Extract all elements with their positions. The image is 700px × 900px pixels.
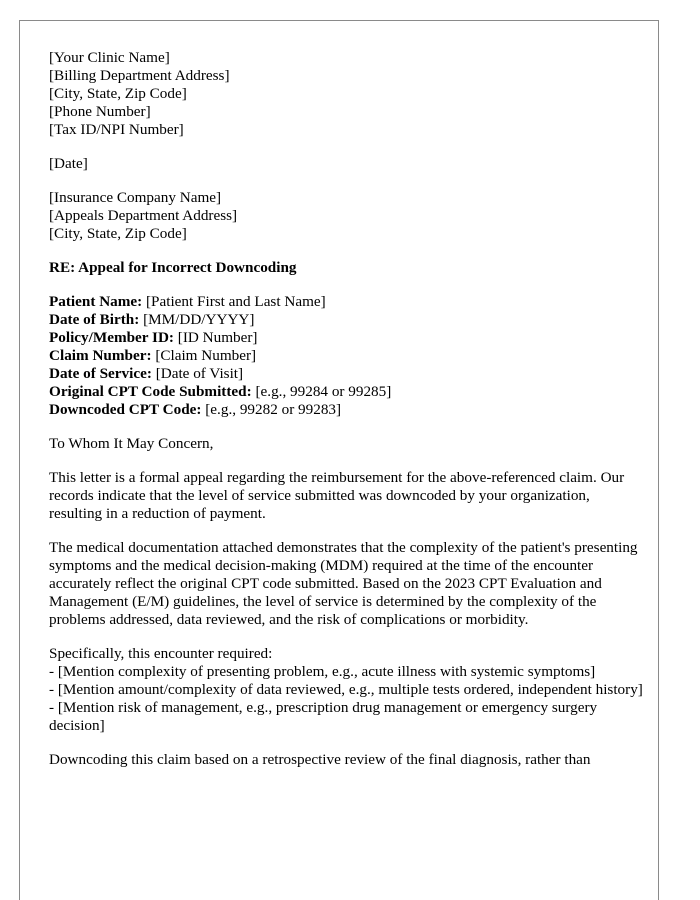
bullet-item-risk: - [Mention risk of management, e.g., prescription drug management or emergency surgery decision] — [49, 699, 598, 734]
subject-block — [49, 259, 645, 277]
claim-detail-value: [MM/DD/YYYY] — [139, 311, 255, 328]
paragraph-closing-partial: Downcoding this claim based on a retrospective review of the final diagnosis, rather than — [49, 751, 591, 768]
claim-detail-member-id — [49, 329, 645, 347]
claim-detail-value: [ID Number] — [173, 329, 258, 346]
sender-phone: [Phone Number] — [49, 103, 151, 120]
salutation: To Whom It May Concern, — [49, 435, 214, 452]
paragraph-intro: This letter is a formal appeal regarding the reimbursement for the above-referenced claim. Our records indicate that the level of service submitted was downcoded by your organization, resulting in a reduction of payment. — [49, 469, 625, 522]
claim-detail-label: Claim Number: — [49, 347, 152, 364]
date-block — [49, 155, 645, 173]
claim-detail-value: [e.g., 99284 or 99285] — [251, 383, 392, 400]
claim-detail-label: Patient Name: — [49, 293, 143, 310]
claim-detail-claim-number — [49, 347, 645, 365]
claim-detail-downcoded-cpt — [49, 401, 645, 419]
letter-page — [19, 20, 659, 900]
claim-detail-label: Policy/Member ID: — [49, 329, 174, 346]
sender-tax-id: [Tax ID/NPI Number] — [49, 121, 184, 138]
sender-address: [Billing Department Address] — [49, 67, 230, 84]
claim-detail-label: Original CPT Code Submitted: — [49, 383, 252, 400]
salutation-block — [49, 435, 645, 453]
claim-detail-original-cpt — [49, 383, 645, 401]
specifics-block — [49, 645, 645, 735]
claim-detail-value: [Claim Number] — [151, 347, 257, 364]
claim-detail-value: [e.g., 99282 or 99283] — [201, 401, 342, 418]
sender-block — [49, 49, 645, 139]
bullet-item-complexity: - [Mention complexity of presenting problem, e.g., acute illness with systemic symptoms] — [49, 663, 596, 680]
claim-detail-date-of-service — [49, 365, 645, 383]
recipient-company: [Insurance Company Name] — [49, 189, 222, 206]
recipient-city-state-zip: [City, State, Zip Code] — [49, 225, 187, 242]
claim-detail-date-of-birth — [49, 311, 645, 329]
subject-line: RE: Appeal for Incorrect Downcoding — [49, 259, 297, 276]
letter-body — [49, 49, 645, 785]
recipient-address: [Appeals Department Address] — [49, 207, 238, 224]
sender-clinic-name: [Your Clinic Name] — [49, 49, 170, 66]
bullet-item-data-reviewed: - [Mention amount/complexity of data reviewed, e.g., multiple tests ordered, independent history] — [49, 681, 643, 698]
claim-detail-label: Date of Service: — [49, 365, 152, 382]
claim-details — [49, 293, 645, 419]
letter-date: [Date] — [49, 155, 88, 172]
paragraph-documentation: The medical documentation attached demonstrates that the complexity of the patient's presenting symptoms and the medical decision-making (MDM) required at the time of the encounter accurately reflect the original CPT code submitted. Based on the 2023 CPT Evaluation and Management (E/M) guidelines, the level of service is determined by the complexity of the problems addressed, data reviewed, and the risk of complications or morbidity. — [49, 539, 638, 628]
claim-detail-patient-name — [49, 293, 645, 311]
claim-detail-label: Date of Birth: — [49, 311, 140, 328]
specifics-intro: Specifically, this encounter required: — [49, 645, 273, 662]
recipient-block — [49, 189, 645, 243]
claim-detail-label: Downcoded CPT Code: — [49, 401, 202, 418]
sender-city-state-zip: [City, State, Zip Code] — [49, 85, 187, 102]
claim-detail-value: [Patient First and Last Name] — [142, 293, 326, 310]
claim-detail-value: [Date of Visit] — [151, 365, 244, 382]
